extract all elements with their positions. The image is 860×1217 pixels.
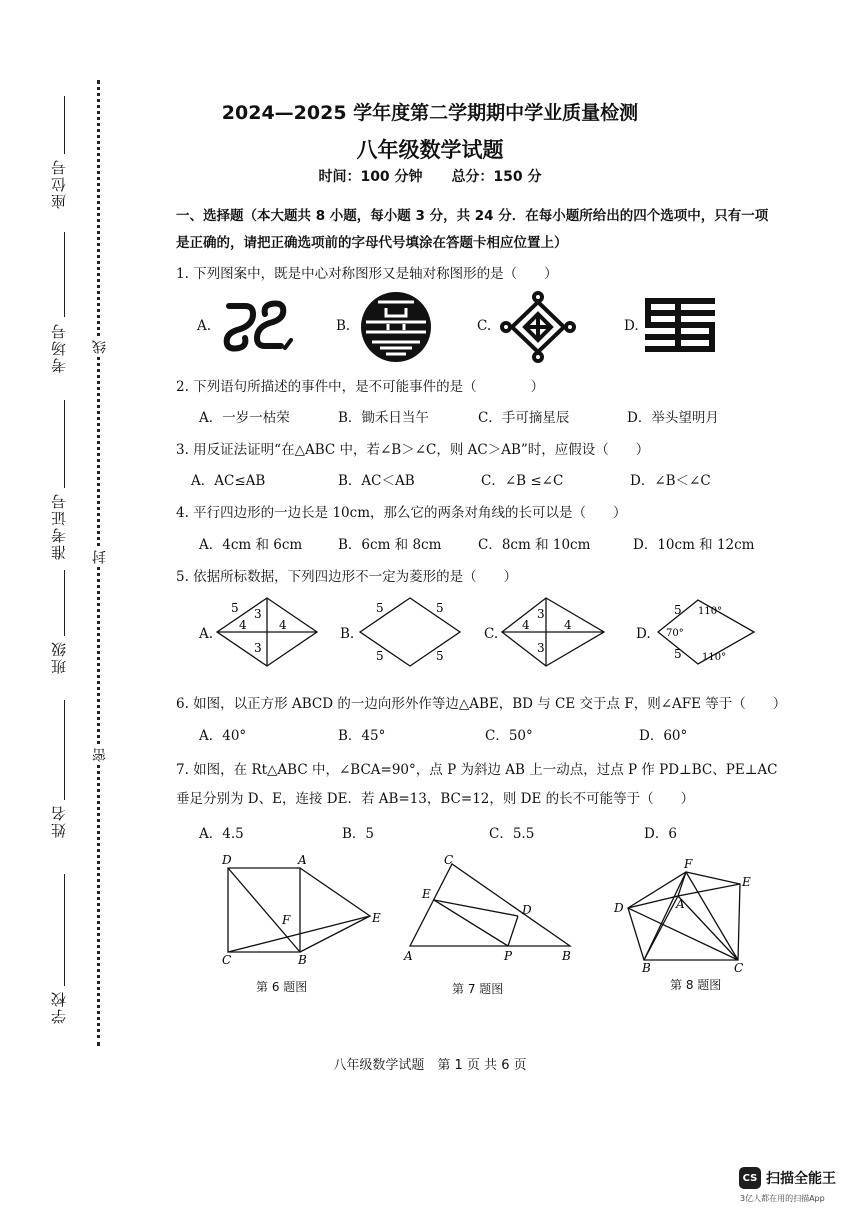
q4-option-a: A．4cm 和 6cm [199,537,303,553]
q4-option-b: B．6cm 和 8cm [338,537,442,553]
q1-pattern-d-icon [645,298,715,356]
q8-point-c: C [734,961,744,975]
seal-char-feng: 封 [92,550,108,564]
exam-score: 总分：150 分 [451,169,542,185]
q6-option-a: A．40° [199,728,247,744]
binding-field-seat: 座位号 [50,158,68,209]
q1-option-c-label: C. [477,318,492,334]
q5a-half-diagonal-label: 4 [279,618,287,632]
q8-point-a: A [676,897,685,911]
q3-option-d: D．∠B＜∠C [630,473,711,489]
binding-line-class [64,570,65,636]
q6-option-c: C．50° [485,728,533,744]
q2-option-c: C．手可摘星辰 [478,410,570,426]
q7-point-b: B [562,949,571,963]
q7-point-c: C [444,853,454,867]
q6-option-b: B．45° [338,728,386,744]
q7-point-a: A [404,949,413,963]
q7-point-e: E [422,887,431,901]
q8-point-e: E [742,875,751,889]
figure-q6 [212,850,392,968]
q7-point-p: P [504,949,513,963]
q1-pattern-a-icon [215,296,295,356]
q5d-angle-label: 110° [698,606,723,617]
q1-option-d-label: D. [624,318,639,334]
q2-option-a: A．一岁一枯荣 [199,410,290,426]
q6-point-f: F [282,913,291,927]
q6-point-a: A [298,853,307,867]
q8-point-f: F [684,857,693,871]
q2-stem: 2. 下列语句所描述的事件中，是不可能事件的是（ ） [176,379,545,395]
binding-field-ticket: 准考证号 [50,492,68,560]
q5-stem: 5. 依据所标数据，下列四边形不一定为菱形的是（ ） [176,569,518,585]
scanner-tagline: 3亿人都在用的扫描App [740,1194,825,1203]
binding-line-room [64,232,65,317]
binding-field-school: 学校 [50,990,68,1024]
section-heading-line1: 一、选择题（本大题共 8 小题，每小题 3 分，共 24 分．在每小题所给出的四个选项中，只有一项 [176,208,769,224]
q4-option-d: D．10cm 和 12cm [633,537,755,553]
q7-stem-line2: 垂足分别为 D、E，连接 DE．若 AB=13，BC=12，则 DE 的长不可能等于（ ） [176,791,695,807]
figure-q7-caption: 第 7 题图 [452,982,504,996]
q5a-half-diagonal-label: 3 [254,607,262,621]
q5c-half-diagonal-label: 4 [522,618,530,632]
q5-option-b-label: B. [340,626,355,642]
exam-title: 2024—2025 学年度第二学期期中学业质量检测 [221,102,639,124]
q1-pattern-b-icon [358,290,434,364]
q2-option-b: B．锄禾日当午 [338,410,429,426]
binding-line-ticket [64,400,65,488]
q1-option-a-label: A. [197,318,212,334]
q5b-side-label: 5 [376,649,384,663]
q5-option-c-label: C. [484,626,499,642]
exam-subtitle: 八年级数学试题 [356,138,504,162]
q5a-half-diagonal-label: 3 [254,641,262,655]
q7-option-d: D．6 [644,826,677,842]
q5b-side-label: 5 [436,601,444,615]
scanner-logo-icon: CS [739,1167,761,1189]
q6-point-d: D [222,853,232,867]
q5-figure-a [215,596,320,668]
q7-option-a: A．4.5 [199,826,244,842]
q3-option-c: C．∠B ≤∠C [481,473,564,489]
q6-option-d: D．60° [639,728,688,744]
q5b-side-label: 5 [436,649,444,663]
q7-point-d: D [522,903,532,917]
figure-q7 [398,850,582,970]
q5c-half-diagonal-label: 3 [537,641,545,655]
figure-q8-caption: 第 8 题图 [670,978,722,992]
q3-option-b: B．AC＜AB [338,473,415,489]
section-heading-line2: 是正确的，请把正确选项前的字母代号填涂在答题卡相应位置上） [176,235,568,251]
q5-figure-b [358,596,463,668]
q7-option-b: B．5 [342,826,375,842]
figure-q8 [610,856,770,976]
q5d-side-label: 5 [674,603,682,617]
q5-figure-c [500,596,606,668]
q5-figure-d [654,596,758,668]
q5d-side-label: 5 [674,647,682,661]
q6-stem: 6. 如图，以正方形 ABCD 的一边向形外作等边△ABE，BD 与 CE 交于点 F，则∠AFE 等于（ ） [176,696,787,712]
seal-char-xian: 线 [92,340,108,354]
q5d-angle-label: 70° [666,628,684,639]
q7-option-c: C．5.5 [489,826,535,842]
q5a-half-diagonal-label: 4 [239,618,247,632]
q7-stem: 7. 如图，在 Rt△ABC 中，∠BCA=90°，点 P 为斜边 AB 上一动点，过点 P 作 PD⊥BC、PE⊥AC [176,762,778,778]
q5a-side-label: 5 [231,601,239,615]
q8-point-b: B [642,961,651,975]
binding-field-name: 姓名 [50,804,68,838]
q1-pattern-c-icon [498,290,578,364]
q4-option-c: C．8cm 和 10cm [478,537,591,553]
q3-option-a: A．AC≤AB [191,473,266,489]
q1-option-b-label: B. [336,318,351,334]
q4-stem: 4. 平行四边形的一边长是 10cm，那么它的两条对角线的长可以是（ ） [176,505,627,521]
binding-line-school [64,874,65,986]
q8-point-d: D [614,901,624,915]
q1-stem: 1. 下列图案中，既是中心对称图形又是轴对称图形的是（ ） [176,266,558,282]
q5c-half-diagonal-label: 3 [537,607,545,621]
q3-stem: 3. 用反证法证明“在△ABC 中，若∠B＞∠C，则 AC＞AB”时，应假设（ ） [176,442,650,458]
exam-time: 时间：100 分钟 [318,169,423,185]
binding-line-name [64,700,65,800]
scanner-app-name: 扫描全能王 [766,1171,836,1187]
seal-char-mi: 密 [92,748,108,762]
binding-field-room: 考场号 [50,322,68,373]
q5-option-d-label: D. [636,626,651,642]
exam-meta [0,166,860,186]
q6-point-b: B [298,953,307,967]
q5c-half-diagonal-label: 4 [564,618,572,632]
q5b-side-label: 5 [376,601,384,615]
q5-option-a-label: A. [199,626,214,642]
q5d-angle-label: 110° [702,652,727,663]
q6-point-e: E [372,911,381,925]
page-footer: 八年级数学试题 第 1 页 共 6 页 [333,1058,527,1073]
q2-option-d: D．举头望明月 [627,410,719,426]
figure-q6-caption: 第 6 题图 [256,980,308,994]
q6-point-c: C [222,953,232,967]
binding-field-class: 班级 [50,640,68,674]
